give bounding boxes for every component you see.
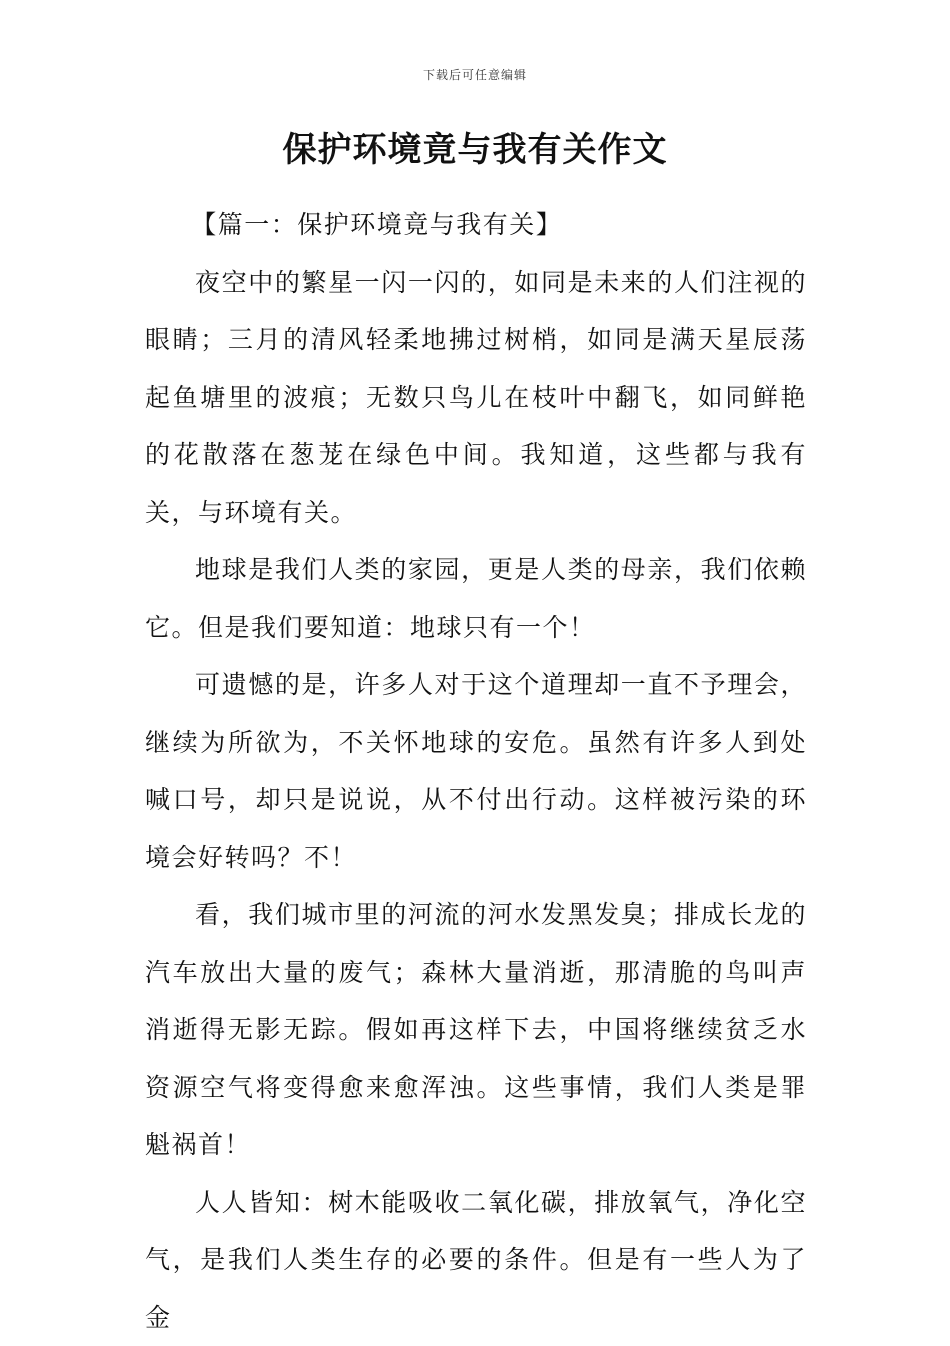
header-note: 下载后可任意编辑 [0, 66, 950, 83]
document-body [145, 196, 807, 1346]
paragraph-3: 可遗憾的是，许多人对于这个道理却一直不予理会，继续为所欲为，不关怀地球的安危。虽然有许多人到处喊口号，却只是说说，从不付出行动。这样被污染的环境会好转吗？不！ [145, 656, 807, 886]
section-heading: 【篇一：保护环境竟与我有关】 [145, 196, 807, 254]
document-title: 保护环境竟与我有关作文 [0, 126, 950, 174]
paragraph-5: 人人皆知：树木能吸收二氧化碳，排放氧气，净化空气，是我们人类生存的必要的条件。但是有一些人为了金 [145, 1174, 807, 1346]
paragraph-2: 地球是我们人类的家园，更是人类的母亲，我们依赖它。但是我们要知道：地球只有一个！ [145, 541, 807, 656]
paragraph-1: 夜空中的繁星一闪一闪的，如同是未来的人们注视的眼睛；三月的清风轻柔地拂过树梢，如同是满天星辰荡起鱼塘里的波痕；无数只鸟儿在枝叶中翻飞，如同鲜艳的花散落在葱茏在绿色中间。我知道，这些都与我有关，与环境有关。 [145, 254, 807, 542]
paragraph-4: 看，我们城市里的河流的河水发黑发臭；排成长龙的汽车放出大量的废气；森林大量消逝，那清脆的鸟叫声消逝得无影无踪。假如再这样下去，中国将继续贫乏水资源空气将变得愈来愈浑浊。这些事情，我们人类是罪魁祸首！ [145, 886, 807, 1174]
